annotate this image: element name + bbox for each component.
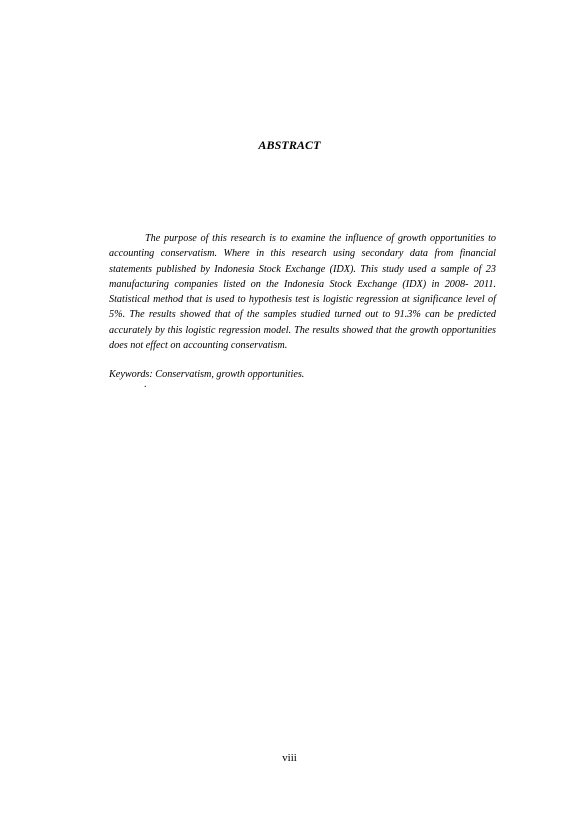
stray-period: . xyxy=(144,379,147,390)
page-number: viii xyxy=(282,752,297,764)
abstract-paragraph: The purpose of this research is to examine the influence of growth opportunities to accounting conservatism. Where in this research using secondary data from financial statements published by Indonesia Stock Exchange (IDX). This study used a sample of 23 manufacturing companies listed on the Indonesia Stock Exchange (IDX) in 2008- 2011. Statistical method that is used to hypothesis test is logistic regression at significance level of 5%. The results showed that of the samples studied turned out to 91.3% can be predicted accurately by this logistic regression model. The results showed that the growth opportunities does not effect on accounting conservatism. xyxy=(109,233,496,352)
abstract-title: ABSTRACT xyxy=(258,138,321,152)
keywords-line: Keywords: Conservatism, growth opportunities. xyxy=(109,369,305,380)
